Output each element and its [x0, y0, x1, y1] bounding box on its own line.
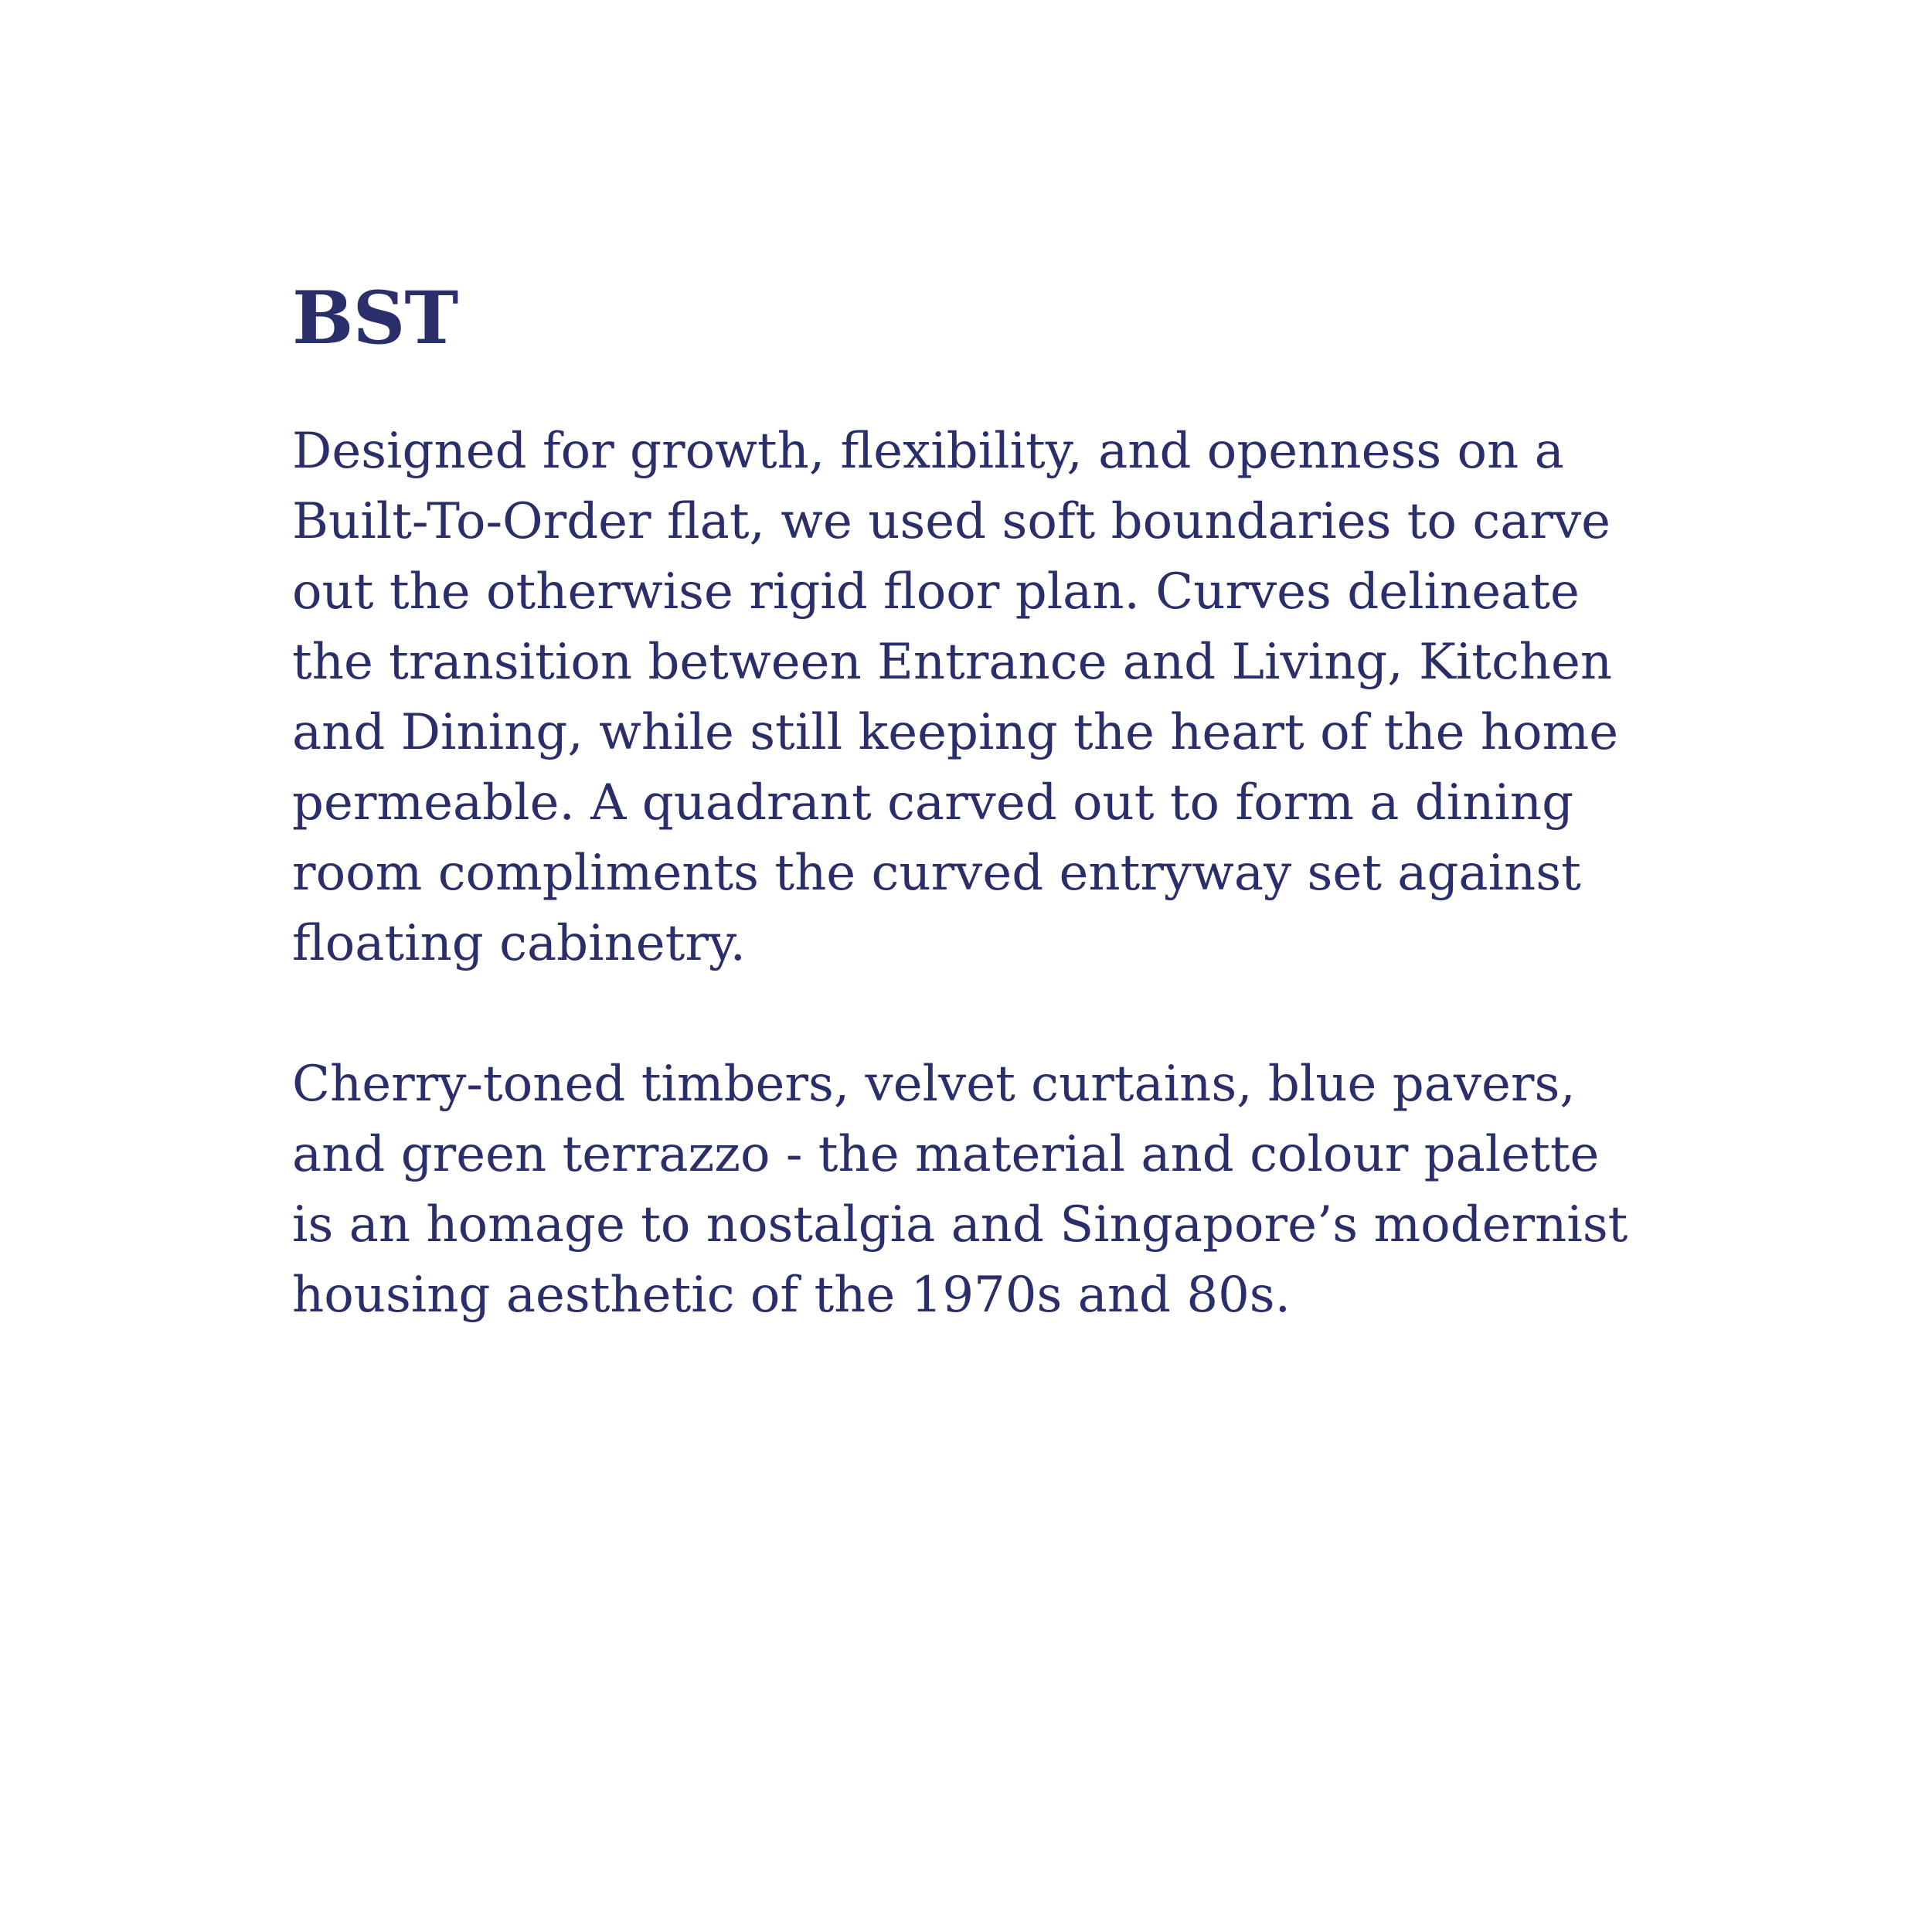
- paragraph-line: out the otherwise rigid floor plan. Curves delineate: [292, 563, 1580, 621]
- paragraph-line: room compliments the curved entryway set against: [292, 845, 1581, 902]
- paragraph-line: is an homage to nostalgia and Singapore’s modernist: [292, 1196, 1628, 1253]
- document-page: [292, 276, 1652, 1331]
- paragraph-line: Cherry-toned timbers, velvet curtains, blue pavers,: [292, 1056, 1576, 1113]
- paragraph-line: Designed for growth, flexibility, and openness on a: [292, 423, 1564, 480]
- paragraph-line: housing aesthetic of the 1970s and 80s.: [292, 1267, 1291, 1324]
- paragraph-line: floating cabinetry.: [292, 915, 746, 972]
- paragraph-materials: [292, 1049, 1652, 1331]
- page-title: BST: [292, 276, 458, 361]
- paragraph-line: the transition between Entrance and Living, Kitchen: [292, 634, 1613, 691]
- paragraph-line: and Dining, while still keeping the heart of the home: [292, 704, 1619, 761]
- paragraph-line: permeable. A quadrant carved out to form a dining: [292, 774, 1574, 832]
- paragraph-design: [292, 417, 1652, 979]
- paragraph-line: Built-To-Order flat, we used soft boundaries to carve: [292, 493, 1611, 550]
- paragraph-line: and green terrazzo - the material and colour palette: [292, 1126, 1600, 1183]
